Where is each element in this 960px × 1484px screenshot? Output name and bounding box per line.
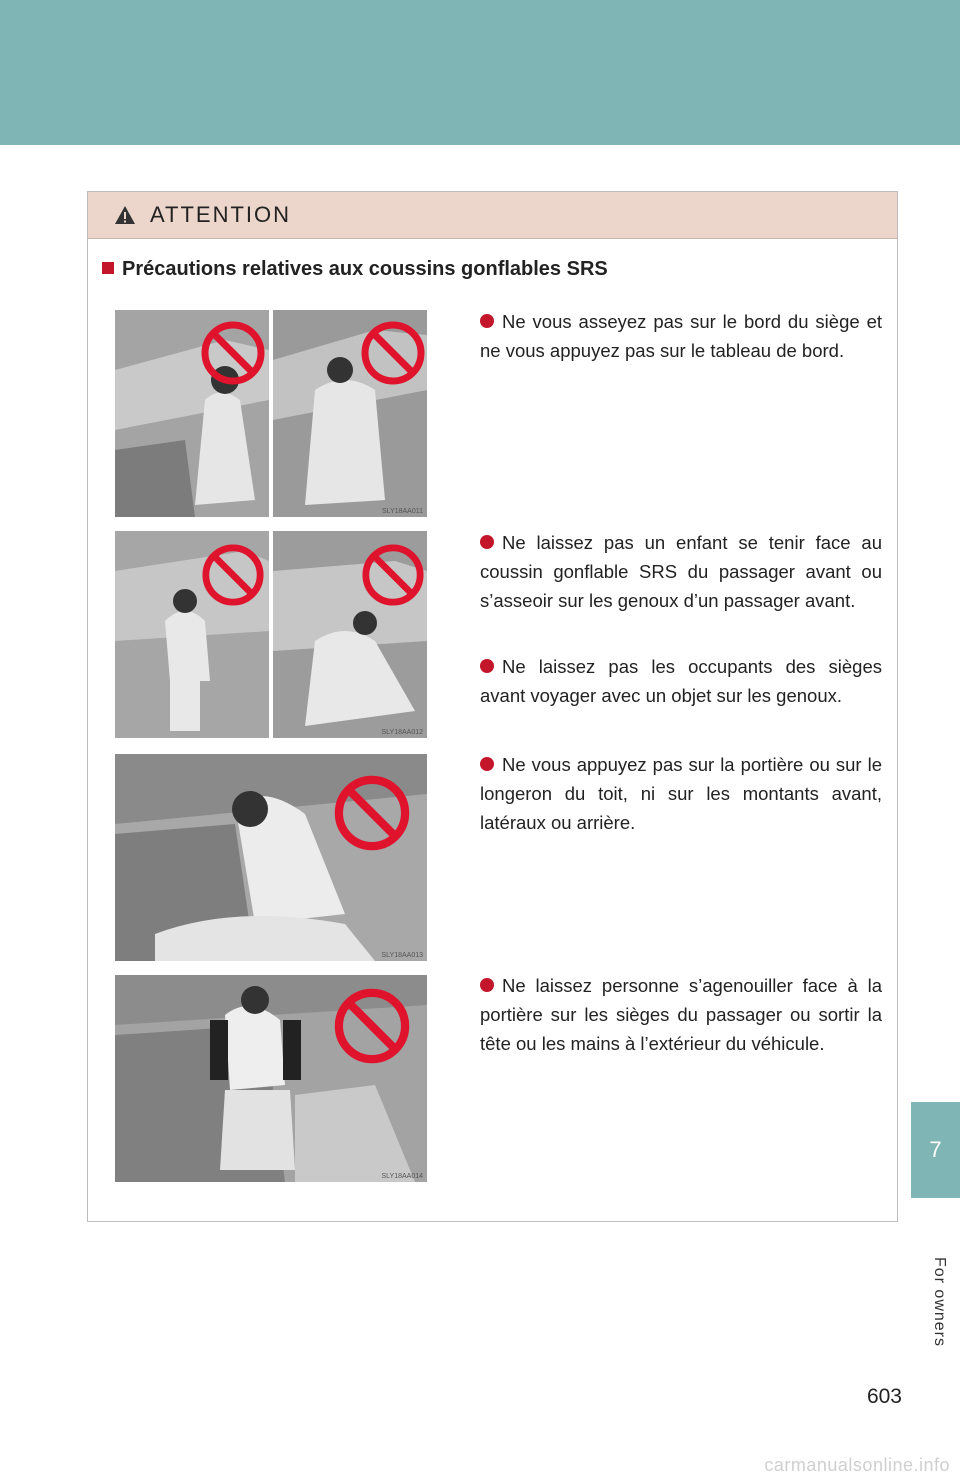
image-code: SLY18AA014: [381, 1173, 423, 1180]
attention-title: ATTENTION: [150, 202, 292, 227]
no-symbol-icon: [200, 320, 266, 386]
bullet-item: Ne laissez pas un enfant se tenir face au coussin gonflable SRS du passager avant ou s’asseoir sur les genoux d’un passager avant.: [480, 532, 882, 611]
bullet-item: Ne laissez personne s’agenouiller face à la portière sur les sièges du passager ou sortir la tête ou les mains à l’extérieur du véhicule.: [480, 975, 882, 1054]
bullet-item: Ne laissez pas les occupants des sièges avant voyager avec un objet sur les genoux.: [480, 656, 882, 706]
bullet-dot-icon: [480, 535, 494, 549]
watermark: carmanualsonline.info: [764, 1455, 950, 1475]
bullet-dot-icon: [480, 314, 494, 328]
bullet-dot-icon: [480, 757, 494, 771]
bullet-item: Ne vous appuyez pas sur la portière ou sur le longeron du toit, ni sur les montants avant, latéraux ou arrière.: [480, 754, 882, 833]
section-square-icon: [102, 262, 114, 274]
attention-header: [88, 192, 897, 239]
no-symbol-icon: [201, 543, 265, 607]
bullet-item: Ne vous asseyez pas sur le bord du siège et ne vous appuyez pas sur le tableau de bord.: [480, 311, 882, 361]
image-code: SLY18AA012: [381, 729, 423, 736]
image-code: SLY18AA011: [382, 508, 423, 515]
no-symbol-icon: [361, 543, 425, 607]
chapter-tab[interactable]: [911, 1102, 960, 1198]
no-symbol-icon: [360, 320, 426, 386]
chapter-number: 7: [929, 1137, 942, 1162]
page-number: 603: [866, 1385, 902, 1408]
bullet-dot-icon: [480, 659, 494, 673]
illustration-leaning-door: [115, 754, 427, 961]
illustration-edge-of-seat: [115, 310, 427, 517]
bullet-dot-icon: [480, 978, 494, 992]
chapter-label: For owners: [931, 1256, 948, 1348]
no-symbol-icon: [333, 987, 411, 1065]
no-symbol-icon: [333, 774, 411, 852]
attention-box: [87, 191, 898, 1222]
illustration-child-front-seat: [115, 531, 427, 738]
image-code: SLY18AA013: [381, 952, 423, 959]
header-band: [0, 0, 960, 145]
section-title: Précautions relatives aux coussins gonflables SRS: [102, 258, 608, 281]
illustration-kneeling-seat: [115, 975, 427, 1182]
warning-icon: [114, 205, 136, 225]
